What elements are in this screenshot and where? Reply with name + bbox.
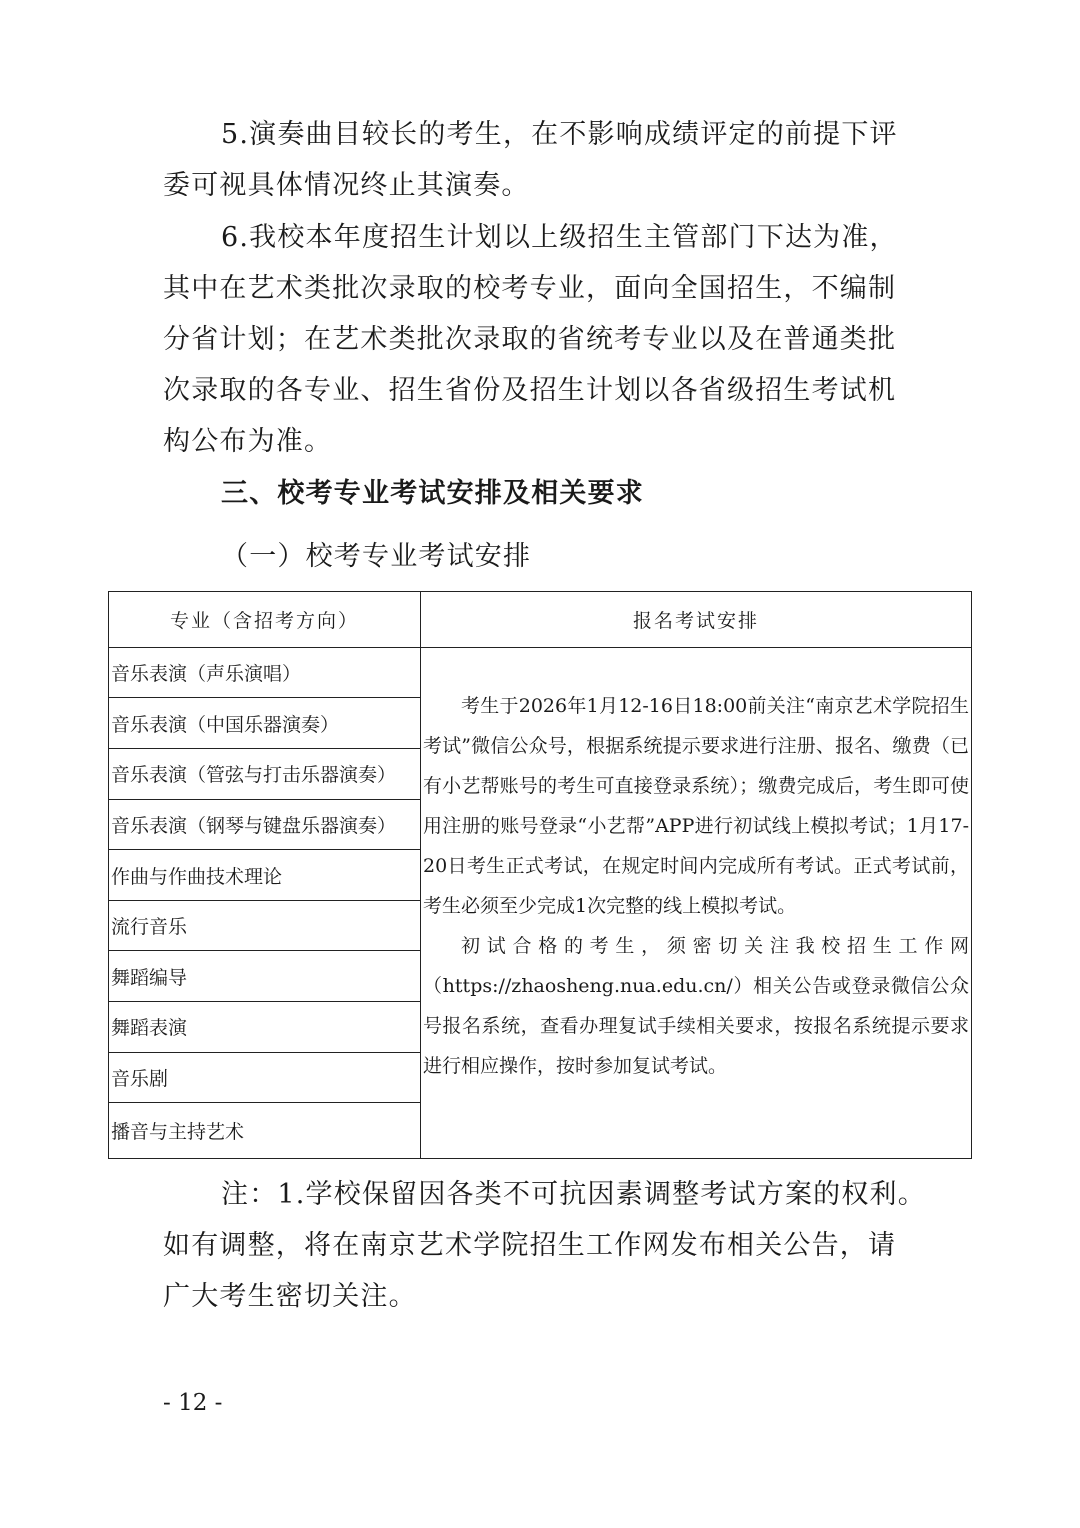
major-cell: 作曲与作曲技术理论 bbox=[109, 850, 421, 901]
major-cell: 音乐表演（钢琴与键盘乐器演奏） bbox=[109, 799, 421, 850]
header-major: 专业（含招考方向） bbox=[109, 592, 421, 648]
arrangement-paragraph-1: 考生于2026年1月12-16日18:00前关注“南京艺术学院招生考试”微信公众号，根据系统提示要求进行注册、报名、缴费（已有小艺帮账号的考生可直接登录系统）；缴费完成后，考生即可使用注册的账号登录“小艺帮”APP进行初试线上模拟考试；1月17-20日考生正式考试，在规定时间内完成所有考试。正式考试前，考生必须至少完成1次完整的线上模拟考试。 bbox=[423, 694, 969, 917]
paragraph-line-7: 构公布为准。 bbox=[163, 426, 333, 457]
header-arrangement: 报名考试安排 bbox=[421, 592, 972, 648]
note-line-3: 广大考生密切关注。 bbox=[163, 1281, 417, 1312]
paragraph-line-5: 分省计划；在艺术类批次录取的省统考专业以及在普通类批 bbox=[163, 324, 897, 355]
major-cell: 舞蹈编导 bbox=[109, 951, 421, 1002]
paragraph-line-2: 委可视具体情况终止其演奏。 bbox=[163, 170, 530, 201]
major-cell: 音乐表演（管弦与打击乐器演奏） bbox=[109, 748, 421, 799]
table-row bbox=[109, 647, 972, 698]
paragraph-line-1: 5.演奏曲目较长的考生，在不影响成绩评定的前提下评 bbox=[221, 119, 898, 150]
arrangement-paragraph-2: 初试合格的考生，须密切关注我校招生工作网（https://zhaosheng.nua.edu.cn/）相关公告或登录微信公众号报名系统，查看办理复试手续相关要求，按报名系统提示要求进行相应操作，按时参加复试考试。 bbox=[423, 934, 969, 1077]
note-line-1: 注：1.学校保留因各类不可抗因素调整考试方案的权利。 bbox=[221, 1179, 926, 1210]
paragraph-line-3: 6.我校本年度招生计划以上级招生主管部门下达为准， bbox=[221, 222, 898, 253]
section-heading: 三、校考专业考试安排及相关要求 bbox=[221, 478, 644, 509]
paragraph-line-6: 次录取的各专业、招生省份及招生计划以各省级招生考试机 bbox=[163, 375, 897, 406]
exam-arrangement-table bbox=[108, 591, 972, 1159]
paragraph-line-4: 其中在艺术类批次录取的校考专业，面向全国招生，不编制 bbox=[163, 273, 897, 304]
major-cell: 舞蹈表演 bbox=[109, 1002, 421, 1053]
major-cell: 播音与主持艺术 bbox=[109, 1103, 421, 1159]
table-header-row bbox=[109, 592, 972, 648]
major-cell: 流行音乐 bbox=[109, 900, 421, 951]
arrangement-cell bbox=[421, 647, 972, 1158]
subsection-heading: （一）校考专业考试安排 bbox=[221, 541, 532, 572]
major-cell: 音乐表演（中国乐器演奏） bbox=[109, 698, 421, 749]
page-number: - 12 - bbox=[163, 1390, 223, 1416]
note-line-2: 如有调整，将在南京艺术学院招生工作网发布相关公告，请 bbox=[163, 1230, 897, 1261]
major-cell: 音乐表演（声乐演唱） bbox=[109, 647, 421, 698]
major-cell: 音乐剧 bbox=[109, 1052, 421, 1103]
